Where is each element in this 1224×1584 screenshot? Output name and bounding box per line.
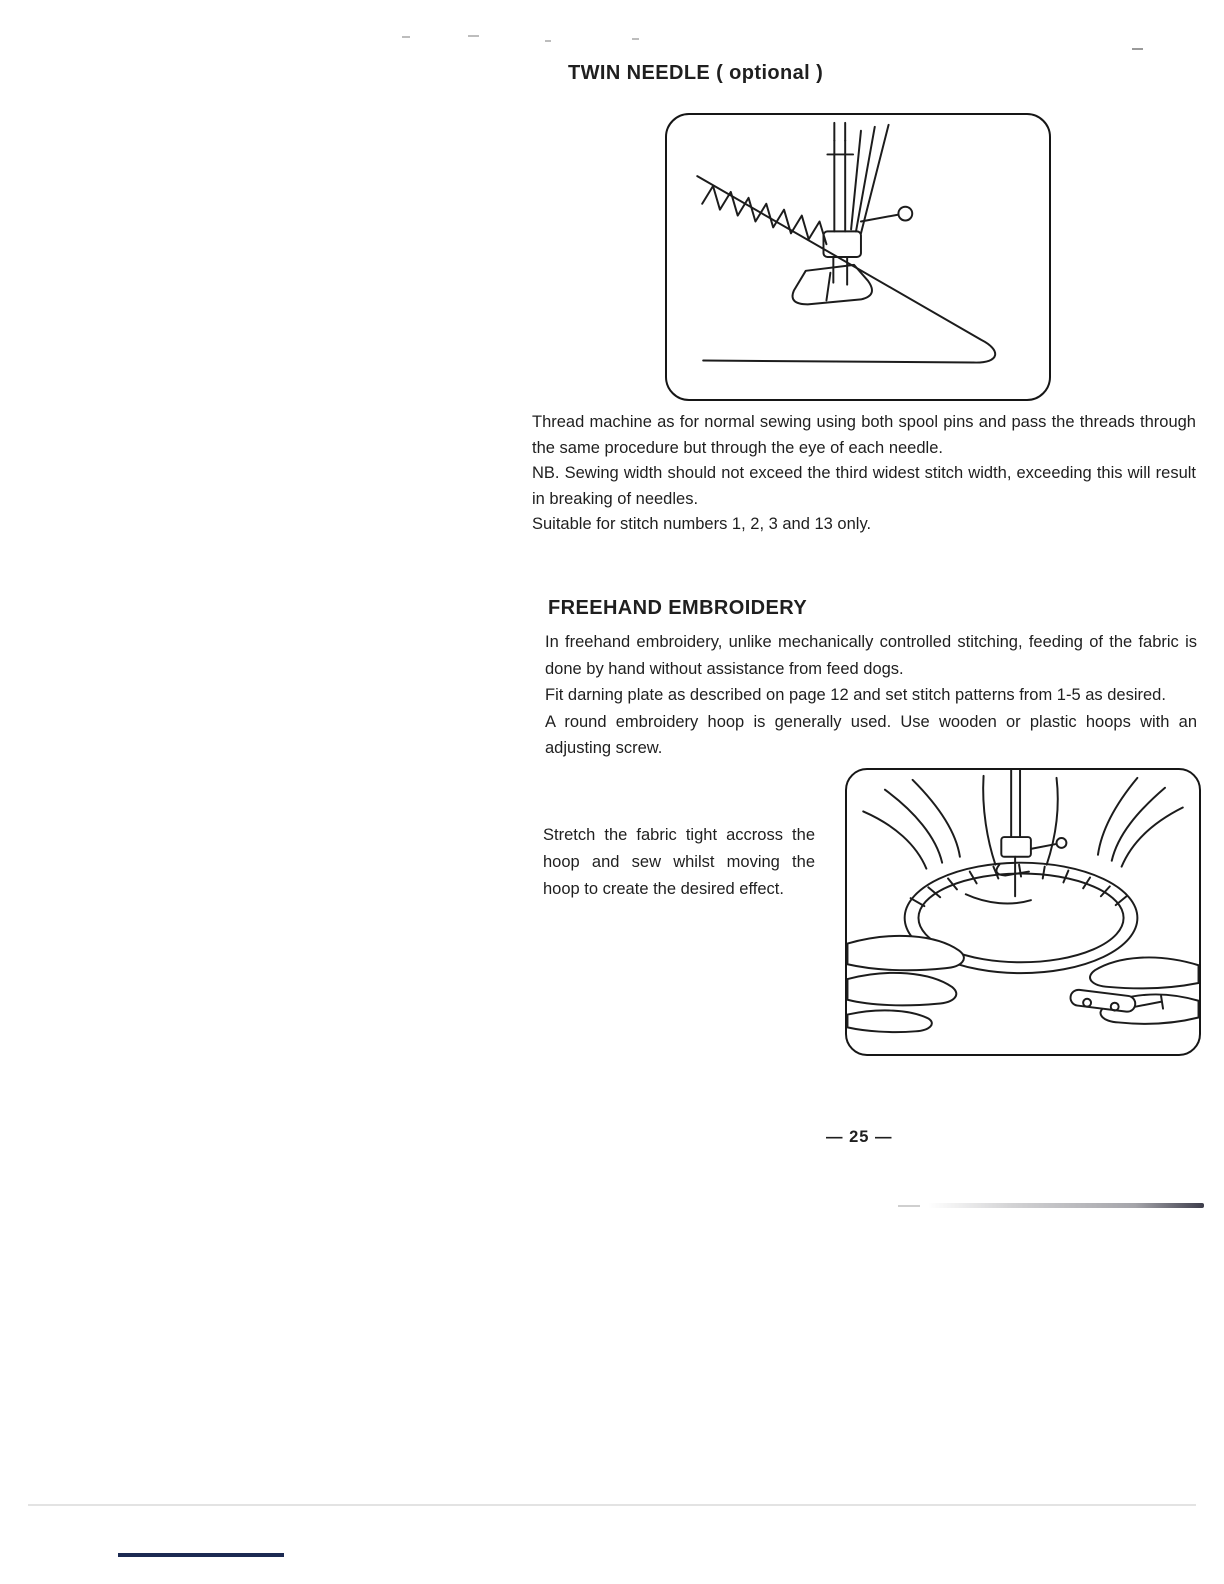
scan-artifact: [1132, 48, 1143, 50]
twin-needle-illustration: [667, 115, 1049, 399]
page-number: — 25 —: [826, 1128, 893, 1146]
embroidery-hoop-figure: [845, 768, 1201, 1056]
paragraph: A round embroidery hoop is generally used. Use wooden or plastic hoops with an adjusting screw.: [545, 712, 1197, 757]
paragraph: Suitable for stitch numbers 1, 2, 3 and 13 only.: [532, 515, 872, 533]
scan-artifact-hairline: [28, 1504, 1196, 1506]
scan-artifact-streak: [928, 1203, 1204, 1208]
paragraph: Thread machine as for normal sewing using both spool pins and pass the threads through the same procedure but through the eye of each needle.: [532, 413, 1196, 457]
scan-artifact: [402, 36, 410, 38]
scan-artifact: [468, 35, 479, 37]
scan-artifact: [898, 1205, 920, 1207]
scan-artifact: [632, 38, 639, 40]
freehand-embroidery-text: [545, 629, 1197, 762]
embroidery-hoop-illustration: [847, 770, 1199, 1054]
paragraph: Fit darning plate as described on page 12 and set stitch patterns from 1-5 as desired.: [545, 686, 1166, 704]
freehand-embroidery-heading: FREEHAND EMBROIDERY: [548, 597, 808, 619]
twin-needle-figure: [665, 113, 1051, 401]
scan-artifact: [545, 40, 551, 42]
twin-needle-text: [532, 410, 1196, 538]
scan-artifact-navy-line: [118, 1553, 284, 1557]
paragraph: In freehand embroidery, unlike mechanically controlled stitching, feeding of the fabric is done by hand without assistance from feed dogs.: [545, 633, 1197, 678]
page-title: TWIN NEEDLE ( optional ): [568, 62, 824, 84]
paragraph: NB. Sewing width should not exceed the third widest stitch width, exceeding this will result in breaking of needles.: [532, 464, 1196, 508]
hoop-caption-text: Stretch the fabric tight accross the hoop and sew whilst moving the hoop to create the desired effect.: [543, 826, 815, 898]
